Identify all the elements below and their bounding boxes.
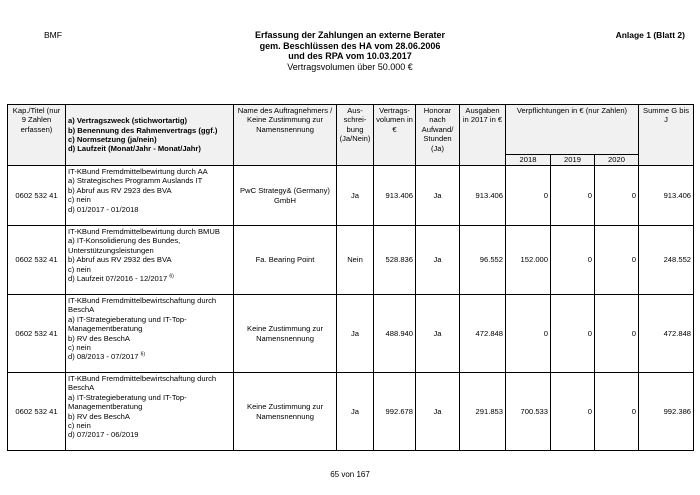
desc-line: IT-KBund Fremdmittelbewirtschaftung durch BeschA xyxy=(68,296,217,315)
cell-2019: 0 xyxy=(551,166,595,226)
col-header-year-2018: 2018 xyxy=(506,155,551,166)
desc-line xyxy=(68,352,231,361)
cell-ausschreibung: Ja xyxy=(337,166,374,226)
footnote-marker: 6) xyxy=(140,351,146,358)
cell-description xyxy=(66,226,234,295)
cell-kap: 0602 532 41 xyxy=(8,373,66,451)
desc-line: b) Abruf aus RV 2923 des BVA xyxy=(68,185,172,195)
desc-line: d) 07/2017 - 06/2019 xyxy=(68,430,139,440)
cell-ausgaben: 472.848 xyxy=(460,295,506,373)
cell-2018: 0 xyxy=(506,295,551,373)
cell-ausgaben: 96.552 xyxy=(460,226,506,295)
cell-ausschreibung: Nein xyxy=(337,226,374,295)
col-header-name: Name des Auftragnehmers / Keine Zustimmung zur Namensnennung xyxy=(234,105,337,166)
col-header-year-2019: 2019 xyxy=(551,155,595,166)
col-header-desc-line: c) Normsetzung (ja/nein) xyxy=(68,135,157,144)
col-header-honorar: Honorar nach Aufwand/ Stunden (Ja) xyxy=(416,105,460,166)
desc-line: IT-KBund Fremdmittelbewirtschaftung durch BeschA xyxy=(68,374,217,393)
col-header-summe: Summe G bis J xyxy=(639,105,694,166)
ministry-label: BMF xyxy=(44,30,62,40)
table-row xyxy=(8,166,694,226)
desc-line: c) nein xyxy=(68,264,91,274)
cell-2018: 0 xyxy=(506,166,551,226)
cell-summe: 913.406 xyxy=(639,166,694,226)
cell-volumen: 992.678 xyxy=(374,373,416,451)
cell-name: Keine Zustimmung zur Namensnennung xyxy=(234,295,337,373)
cell-2019: 0 xyxy=(551,226,595,295)
desc-line: a) IT-Strategieberatung und IT-Top-Managementberatung xyxy=(68,314,187,334)
table-row xyxy=(8,373,694,451)
col-header-volumen: Vertrags-volumen in € xyxy=(374,105,416,166)
table-row xyxy=(8,295,694,373)
cell-ausgaben: 291.853 xyxy=(460,373,506,451)
cell-honorar: Ja xyxy=(416,226,460,295)
cell-description xyxy=(66,295,234,373)
cell-honorar: Ja xyxy=(416,295,460,373)
cell-2018: 700.533 xyxy=(506,373,551,451)
desc-line: c) nein xyxy=(68,195,91,205)
col-header-year-2020: 2020 xyxy=(595,155,639,166)
col-header-ausgaben: Ausgaben in 2017 in € xyxy=(460,105,506,166)
desc-line: a) IT-Konsolidierung des Bundes, Unterstützungsleistungen xyxy=(68,236,181,255)
cell-name: Fa. Bearing Point xyxy=(234,226,337,295)
col-header-kap: Kap./Titel (nur 9 Zahlen erfassen) xyxy=(8,105,66,166)
col-header-description xyxy=(66,105,234,166)
cell-description xyxy=(66,166,234,226)
cell-name: PwC Strategy& (Germany) GmbH xyxy=(234,166,337,226)
desc-line-text: d) Laufzeit 07/2016 - 12/2017 xyxy=(68,274,168,284)
cell-volumen: 913.406 xyxy=(374,166,416,226)
cell-2020: 0 xyxy=(595,166,639,226)
cell-ausgaben: 913.406 xyxy=(460,166,506,226)
cell-volumen: 488.940 xyxy=(374,295,416,373)
col-header-desc-line: a) Vertragszweck (stichwortartig) xyxy=(68,116,188,126)
desc-line: IT-KBund Fremdmittelbewirtung durch BMUB xyxy=(68,227,220,236)
desc-line: a) Strategisches Programm Auslands IT xyxy=(68,176,203,186)
desc-line: d) 01/2017 - 01/2018 xyxy=(68,204,139,214)
page-number: 65 von 167 xyxy=(330,470,370,479)
col-header-desc-line: b) Benennung des Rahmenvertrags (ggf.) xyxy=(68,125,218,135)
title-line-3: und des RPA vom 10.03.2017 xyxy=(288,51,412,61)
cell-summe: 248.552 xyxy=(639,226,694,295)
title-line-1: Erfassung der Zahlungen an externe Berater xyxy=(254,30,446,40)
desc-line: c) nein xyxy=(68,421,91,431)
cell-description xyxy=(66,373,234,451)
desc-line: c) nein xyxy=(68,343,91,353)
title-subtitle: Vertragsvolumen über 50.000 € xyxy=(287,61,413,72)
cell-kap: 0602 532 41 xyxy=(8,226,66,295)
desc-line-text: d) 08/2013 - 07/2017 xyxy=(68,352,139,362)
cell-kap: 0602 532 41 xyxy=(8,166,66,226)
cell-honorar: Ja xyxy=(416,373,460,451)
cell-2018: 152.000 xyxy=(506,226,551,295)
cell-2019: 0 xyxy=(551,373,595,451)
cell-volumen: 528.836 xyxy=(374,226,416,295)
cell-kap: 0602 532 41 xyxy=(8,295,66,373)
desc-line: a) IT-Strategieberatung und IT-Top-Managementberatung xyxy=(68,392,187,412)
cell-ausschreibung: Ja xyxy=(337,295,374,373)
cell-ausschreibung: Ja xyxy=(337,373,374,451)
cell-summe: 992.386 xyxy=(639,373,694,451)
col-header-ausschreibung: Aus-schrei-bung (Ja/Nein) xyxy=(337,105,374,166)
cell-honorar: Ja xyxy=(416,166,460,226)
col-header-verpflichtungen: Verpflichtungen in € (nur Zahlen) xyxy=(506,105,639,155)
col-header-desc-line: d) Laufzeit (Monat/Jahr - Monat/Jahr) xyxy=(68,144,201,154)
desc-line: b) RV des BeschA xyxy=(68,333,130,343)
cell-2020: 0 xyxy=(595,226,639,295)
desc-line xyxy=(68,274,231,283)
desc-line: IT-KBund Fremdmittelbewirtung durch AA xyxy=(68,167,208,176)
cell-summe: 472.848 xyxy=(639,295,694,373)
title-line-2: gem. Beschlüssen des HA vom 28.06.2006 xyxy=(259,40,441,51)
document-title xyxy=(0,30,700,72)
desc-line: b) RV des BeschA xyxy=(68,411,130,421)
footnote-marker: 6) xyxy=(169,273,174,280)
cell-2019: 0 xyxy=(551,295,595,373)
cell-2020: 0 xyxy=(595,373,639,451)
cell-name: Keine Zustimmung zur Namensnennung xyxy=(234,373,337,451)
table-row xyxy=(8,226,694,295)
desc-line: b) Abruf aus RV 2932 des BVA xyxy=(68,255,172,265)
cell-2020: 0 xyxy=(595,295,639,373)
payments-table xyxy=(7,104,694,451)
attachment-label: Anlage 1 (Blatt 2) xyxy=(615,30,685,40)
